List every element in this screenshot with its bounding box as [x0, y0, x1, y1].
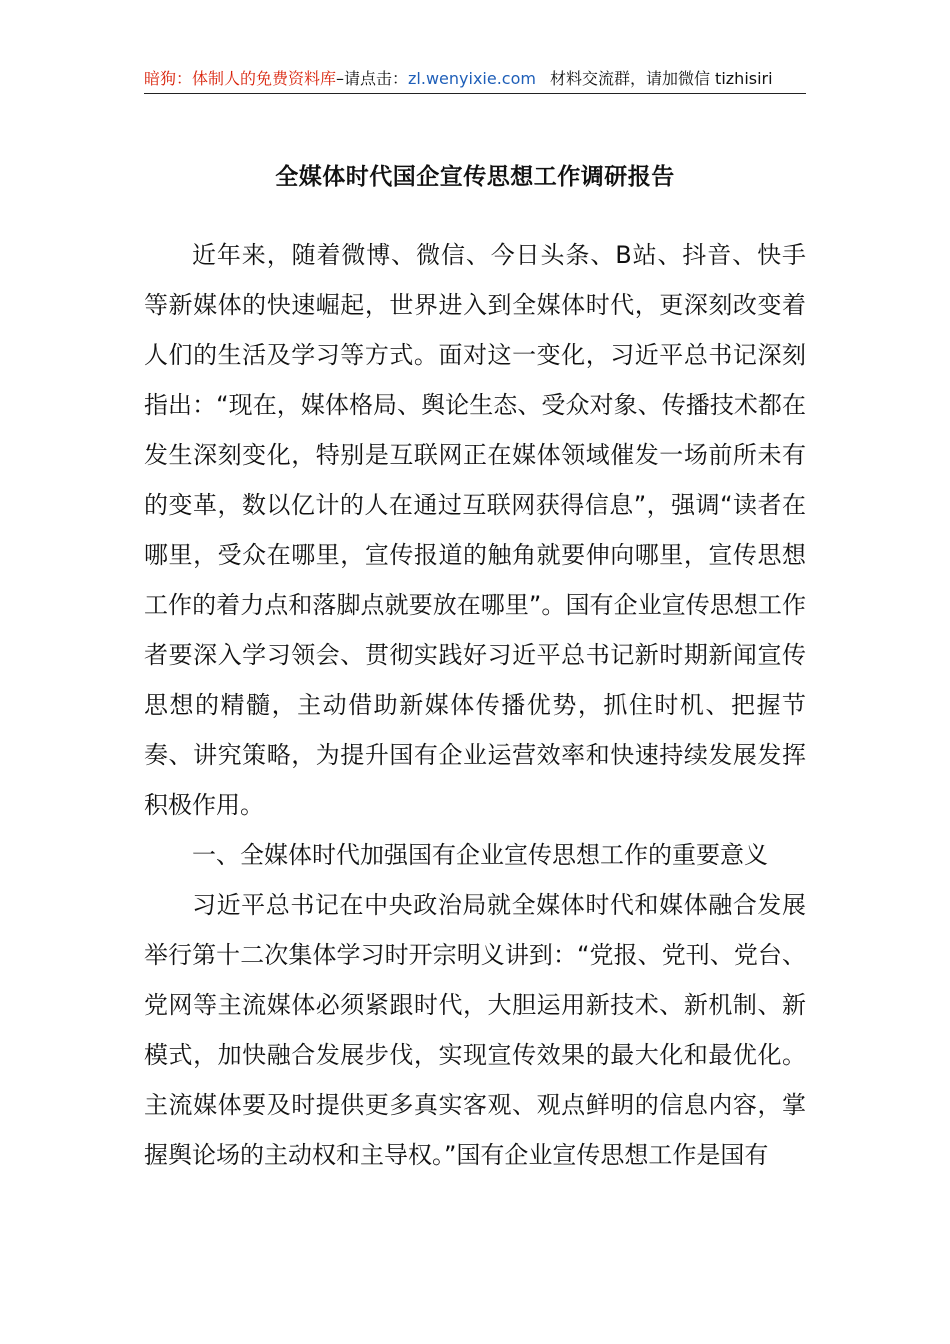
document-body [144, 230, 806, 1180]
header-wechat-note: 材料交流群，请加微信 tizhisiri [549, 69, 773, 88]
body-paragraph: 习近平总书记在中央政治局就全媒体时代和媒体融合发展举行第十二次集体学习时开宗明义讲到：“党报、党刊、党台、党网等主流媒体必须紧跟时代，大胆运用新技术、新机制、新模式，加快融合发展步伐，实现宣传效果的最大化和最优化。主流媒体要及时提供更多真实客观、观点鲜明的信息内容，掌握舆论场的主动权和主导权。”国有企业宣传思想工作是国有 [144, 891, 806, 1169]
header-brand: 暗狗：体制人的免费资料库 [144, 69, 337, 88]
section-heading: 一、全媒体时代加强国有企业宣传思想工作的重要意义 [192, 841, 768, 869]
header-prompt: –请点击： [336, 69, 409, 88]
header-link[interactable]: zl.wenyixie.com [408, 69, 536, 88]
header-divider [144, 93, 806, 94]
document-title: 全媒体时代国企宣传思想工作调研报告 [275, 164, 675, 190]
intro-paragraph: 近年来，随着微博、微信、今日头条、B站、抖音、快手等新媒体的快速崛起，世界进入到全媒体时代，更深刻改变着人们的生活及学习等方式。面对这一变化，习近平总书记深刻指出：“现在，媒体格局、舆论生态、受众对象、传播技术都在发生深刻变化，特别是互联网正在媒体领域催发一场前所未有的变革，数以亿计的人在通过互联网获得信息”，强调“读者在哪里，受众在哪里，宣传报道的触角就要伸向哪里，宣传思想工作的着力点和落脚点就要放在哪里”。国有企业宣传思想工作者要深入学习领会、贯彻实践好习近平总书记新时期新闻宣传思想的精髓，主动借助新媒体传播优势，抓住时机、把握节奏、讲究策略，为提升国有企业运营效率和快速持续发展发挥积极作用。 [144, 241, 806, 819]
page-header [144, 68, 806, 94]
